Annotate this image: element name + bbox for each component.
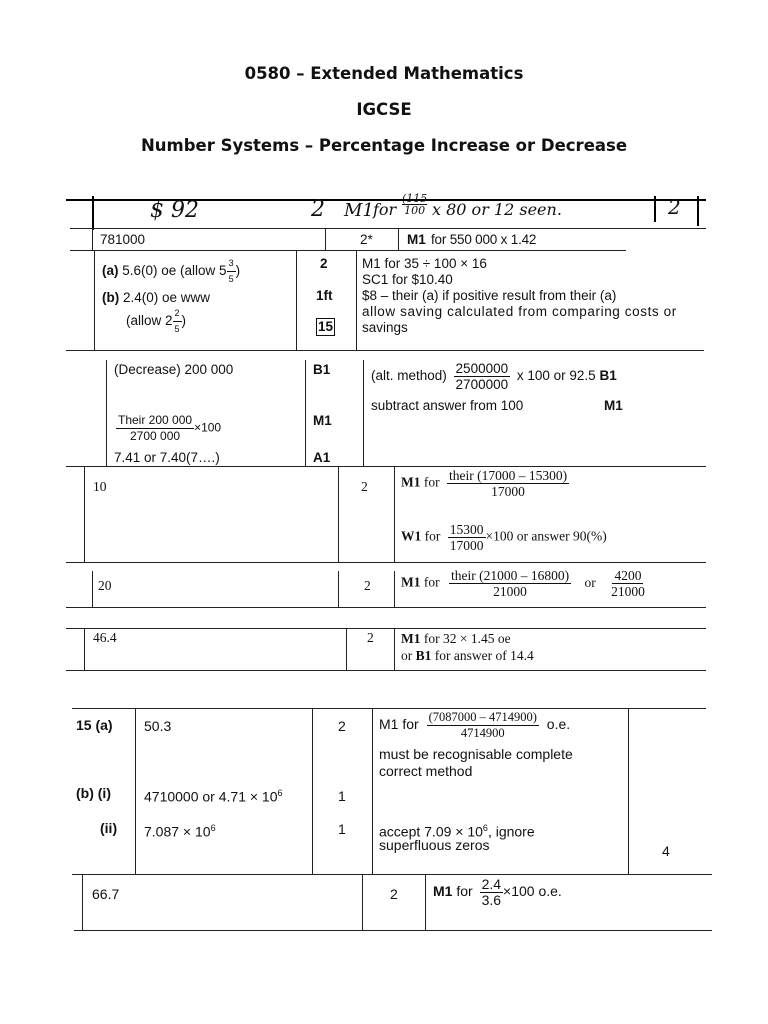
frac-num: their (21000 – 16800) (451, 568, 570, 583)
guidance-46-4-line1 (401, 631, 511, 647)
mark-b: 1ft (316, 288, 333, 303)
answer-15bi (144, 785, 283, 805)
question-15bi: (b) (i) (76, 785, 111, 801)
guidance-line-2: SC1 for $10.40 (362, 272, 453, 287)
frac-num: 2.4 (481, 876, 502, 892)
part-b-answer (102, 290, 210, 306)
marks-781000: 2* (360, 232, 373, 247)
marks-46-4: 2 (367, 630, 374, 645)
guidance-line-4: allow saving calculated from comparing costs or (362, 304, 677, 319)
frac-den: 17000 (449, 538, 484, 553)
alt-rest: x 100 or 92.5 (516, 368, 596, 384)
mark-b1: B1 (313, 362, 331, 377)
mark-a1: A1 (313, 450, 331, 465)
alt-mark: B1 (599, 368, 617, 384)
answer-10: 10 (93, 479, 107, 494)
mark-total: 15 (318, 319, 334, 334)
frac-num: Their 200 000 (118, 413, 193, 427)
for-text: for (423, 574, 440, 590)
exponent: 6 (277, 788, 283, 798)
guidance-15-note2: correct method (379, 763, 473, 779)
answer-text: 4710000 or 4.71 × 10 (144, 788, 278, 805)
mark-15ii: 1 (338, 821, 346, 837)
guidance-15-accept2: superfluous zeros (379, 837, 490, 853)
m1-for: M1 for (379, 716, 419, 733)
for-text: for (423, 474, 440, 490)
part-b-text: 2.4(0) oe www (123, 290, 211, 305)
mark-a: 2 (320, 256, 328, 271)
hand-rest: x 80 or 12 seen. (432, 200, 562, 219)
answer-text: 7.087 × 10 (144, 823, 211, 840)
answer-15ii (144, 820, 216, 840)
for-text: for (456, 883, 473, 900)
frac-den: 2700 000 (130, 429, 181, 443)
frac-den: 21000 (493, 584, 527, 599)
line-text: for answer of 14.4 (431, 648, 534, 663)
exponent: 6 (482, 823, 488, 833)
marks-10: 2 (361, 479, 368, 494)
close-paren: ) (235, 263, 241, 279)
frac-den: 21000 (611, 584, 645, 599)
rest-text: ×100 o.e. (503, 883, 562, 900)
mark-15a: 2 (338, 718, 346, 734)
allow-text: (allow 2 (126, 313, 173, 329)
frac-num: their (17000 – 15300) (449, 468, 568, 483)
close-paren: ) (181, 313, 187, 329)
marks-66-7: 2 (390, 886, 398, 902)
accept-text: accept 7.09 × 10 (379, 823, 483, 840)
marks-20: 2 (364, 578, 371, 593)
subtract-text: subtract answer from 100 (371, 398, 524, 413)
frac-num: 4200 (614, 568, 642, 583)
oe-text: o.e. (546, 716, 571, 733)
answer-781000: 781000 (100, 232, 146, 247)
frac-num: (7087000 – 4714900) (428, 710, 537, 724)
guidance-10-line1 (401, 468, 569, 499)
exponent: 6 (210, 823, 216, 833)
alt-label: (alt. method) (371, 368, 447, 384)
part-b-label: (b) (102, 290, 120, 305)
m1-label: M1 (433, 883, 453, 900)
part-b-allow (126, 306, 186, 337)
w1-label: W1 (401, 528, 422, 544)
guidance-line-3: $8 – their (a) if positive result from their (a) (362, 288, 617, 303)
mark-m1: M1 (313, 413, 332, 428)
answer-46-4: 46.4 (93, 630, 117, 645)
accept-rest: , ignore (487, 823, 535, 840)
document-title: 0580 – Extended Mathematics (244, 64, 524, 83)
total-15: 4 (662, 843, 670, 859)
line-text: for 32 × 1.45 oe (420, 631, 511, 646)
alt-method (371, 361, 617, 392)
m1-label: M1 (401, 631, 421, 646)
decrease-answer: (Decrease) 200 000 (114, 362, 234, 377)
part-a-label: (a) (102, 263, 119, 279)
guidance-20 (401, 568, 647, 599)
guidance-line-1: M1 for 35 ÷ 100 × 16 (362, 256, 487, 271)
question-15a: 15 (a) (76, 717, 113, 733)
frac-num: 15300 (449, 522, 484, 537)
guidance-781000: for 550 000 x 1.42 (431, 232, 537, 247)
part-a-answer (102, 256, 240, 287)
b1-label: B1 (415, 648, 432, 663)
guidance-15-method (379, 710, 570, 741)
m1-label: M1 (401, 574, 421, 590)
hand-fraction (402, 193, 427, 216)
guidance-15-note1: must be recognisable complete (379, 746, 573, 762)
decrease-fraction (116, 413, 221, 444)
answer-15a: 50.3 (144, 718, 172, 734)
frac-den: 17000 (491, 484, 525, 499)
answer-20: 20 (98, 578, 112, 593)
guidance-46-4-line2 (401, 648, 534, 664)
for-text: for (424, 528, 441, 544)
or-text: or (401, 648, 416, 663)
decrease-result: 7.41 or 7.40(7….) (114, 450, 220, 465)
frac-den: 5 (174, 324, 180, 334)
frac-num: 2500000 (455, 361, 509, 376)
m1-label: M1 (401, 474, 421, 490)
times-100: ×100 (194, 420, 222, 435)
frac-den: 3.6 (481, 892, 502, 908)
frac-den: 4714900 (460, 726, 505, 740)
frac-num: 3 (227, 256, 236, 272)
rest-text: ×100 or answer 90(%) (485, 528, 607, 544)
guidance-10-line2 (401, 522, 607, 553)
hand-total: 2 (668, 195, 681, 219)
hand-for: for (373, 200, 397, 219)
answer-66-7: 66.7 (92, 886, 120, 902)
question-15ii: (ii) (100, 820, 118, 836)
m1-label: M1 (407, 232, 426, 247)
or-text: or (584, 574, 596, 590)
hand-frac-den: 100 (404, 204, 426, 217)
hand-marks: 2 (311, 197, 325, 222)
hand-answer: $ 92 (150, 198, 199, 223)
subtract-mark: M1 (604, 398, 623, 413)
hand-frac-num: (115 (402, 192, 428, 205)
guidance-66-7 (433, 877, 562, 908)
document-topic: Number Systems – Percentage Increase or Decrease (140, 136, 628, 155)
guidance-line-5: savings (362, 320, 408, 335)
frac-den: 2700000 (455, 377, 509, 392)
document-subtitle: IGCSE (356, 100, 412, 119)
hand-m1: M1 (344, 200, 374, 221)
frac-num: 2 (173, 306, 182, 322)
part-a-text: 5.6(0) oe (allow 5 (122, 263, 227, 279)
frac-den: 5 (228, 274, 234, 284)
mark-15bi: 1 (338, 788, 346, 804)
